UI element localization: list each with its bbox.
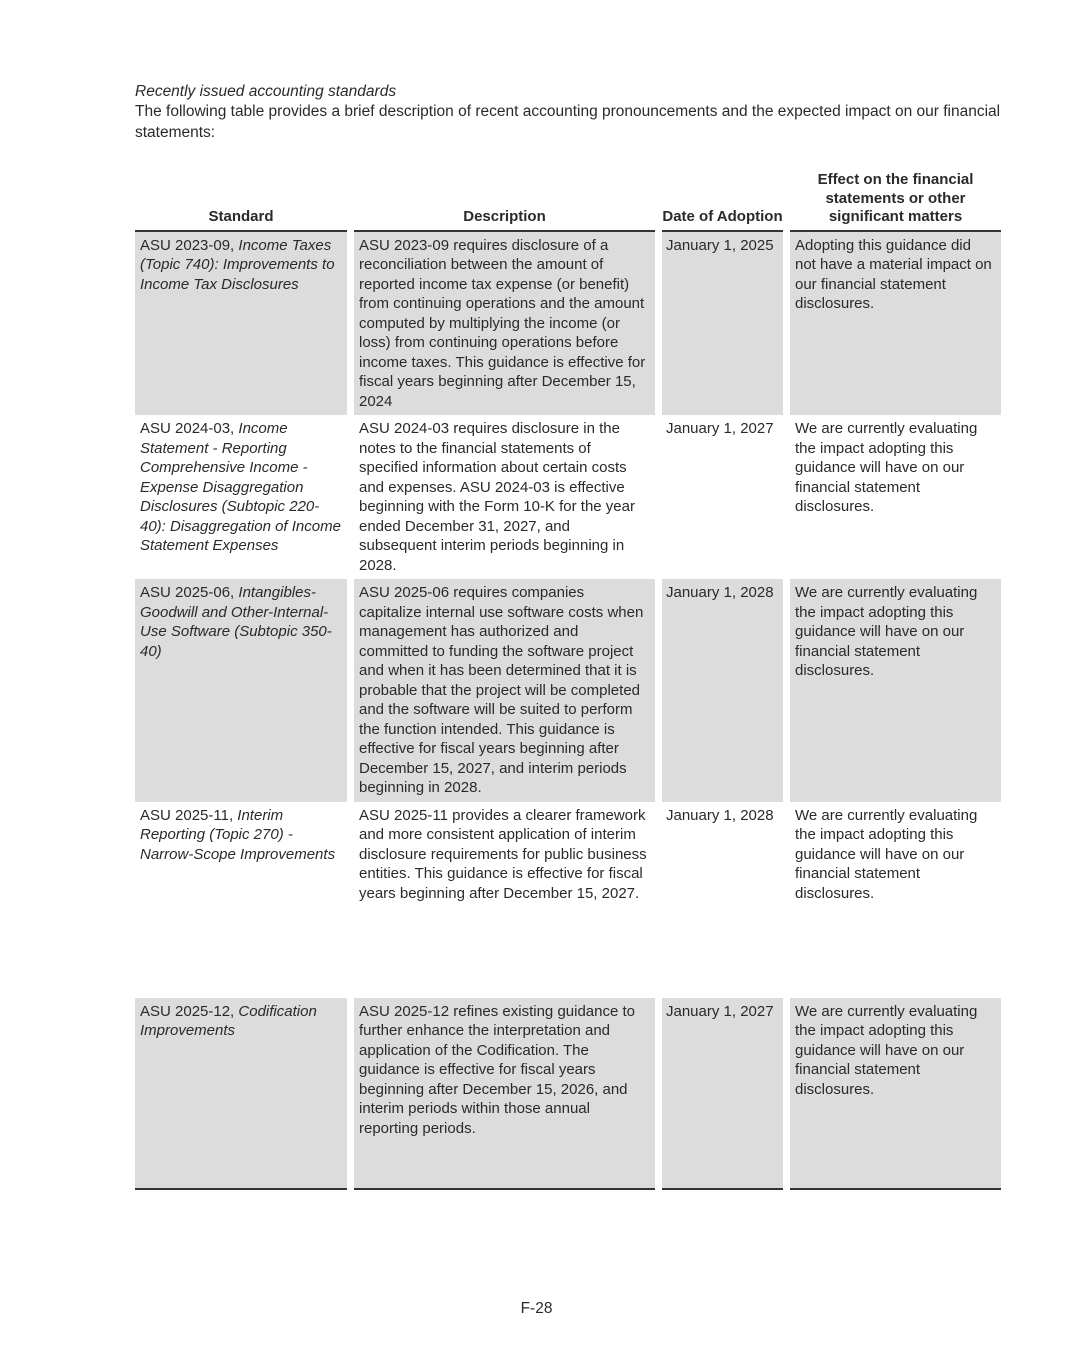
page-number: F-28 [520, 1300, 553, 1317]
standard-title: Income Taxes (Topic 740): Improvements to Income Tax Disclosures [140, 236, 335, 293]
standard-cell [135, 802, 347, 998]
description-cell: ASU 2025-11 provides a clearer framework and more consistent application of interim disclosure requirements for public business entities. This guidance is effective for fiscal years beginning after December 15, 2027. [359, 806, 647, 902]
standard-cell [135, 998, 347, 1190]
effect-cell: We are currently evaluating the impact adopting this guidance will have on our financial statement disclosures. [790, 998, 1001, 1190]
section-heading: Recently issued accounting standards [135, 83, 397, 100]
effect-cell: We are currently evaluating the impact adopting this guidance will have on our financial statement disclosures. [795, 806, 978, 902]
table-body [135, 232, 1001, 1190]
standard-cell [135, 579, 347, 802]
table-row [135, 998, 1001, 1190]
table-row [135, 415, 1001, 579]
standard-number: ASU 2023-09, [140, 236, 235, 254]
effect-cell: We are currently evaluating the impact adopting this guidance will have on our financial statement disclosures. [790, 579, 1001, 802]
description-cell: ASU 2023-09 requires disclosure of a reconciliation between the amount of reported income tax expense (or benefit) from continuing operations and the amount computed by multiplying the income (or loss) from continuing operations before income taxes. This guidance is effective for fiscal years beginning after December 15, 2024 [354, 232, 655, 416]
standard-cell [135, 232, 347, 416]
standard-number: ASU 2025-06, [140, 584, 235, 602]
adoption-date-cell: January 1, 2027 [666, 420, 774, 438]
standard-number: ASU 2024-03, [140, 420, 235, 438]
accounting-standards-table [135, 171, 1001, 1190]
page-content [135, 82, 1001, 1190]
table-row [135, 579, 1001, 802]
column-header-date-of-adoption: Date of Adoption [662, 208, 783, 232]
table-row [135, 232, 1001, 416]
standard-cell [135, 415, 347, 579]
description-cell: ASU 2025-06 requires companies capitalize internal use software costs when management has authorized and committed to funding the software project and when it has been determined that it is probable that the project will be completed and the software will be suited to perform the function intended. This guidance is effective for fiscal years beginning after December 15, 2027, and interim periods beginning in 2028. [354, 579, 655, 802]
intro-paragraph: The following table provides a brief description of recent accounting pronouncements and the expected impact on our financial statements: [135, 103, 1001, 141]
adoption-date-cell: January 1, 2028 [662, 579, 783, 802]
standard-title: Codification Improvements [140, 1002, 317, 1040]
table-row [135, 802, 1001, 998]
column-header-standard: Standard [135, 208, 347, 232]
effect-cell: We are currently evaluating the impact adopting this guidance will have on our financial statement disclosures. [795, 420, 978, 516]
standard-title: Income Statement - Reporting Comprehensive Income - Expense Disaggregation Disclosures (Subtopic 220-40): Disaggregation of Income Statement Expenses [140, 420, 341, 555]
effect-cell: Adopting this guidance did not have a material impact on our financial statement disclosures. [790, 232, 1001, 416]
column-header-effect: Effect on the financial statements or other significant matters [790, 171, 1001, 232]
adoption-date-cell: January 1, 2028 [666, 806, 774, 824]
description-cell: ASU 2024-03 requires disclosure in the notes to the financial statements of specified information about certain costs and expenses. ASU 2024-03 is effective beginning with the Form 10-K for the year ended December 31, 2027, and subsequent interim periods beginning in 2028. [359, 420, 635, 574]
column-header-description: Description [354, 208, 655, 232]
adoption-date-cell: January 1, 2027 [662, 998, 783, 1190]
adoption-date-cell: January 1, 2025 [662, 232, 783, 416]
standard-number: ASU 2025-11, [140, 806, 234, 824]
standard-title: Intangibles-Goodwill and Other-Internal-Use Software (Subtopic 350-40) [140, 584, 332, 660]
table-header-row [135, 171, 1001, 232]
standard-number: ASU 2025-12, [140, 1002, 235, 1020]
standard-title: Interim Reporting (Topic 270) - Narrow-Scope Improvements [140, 806, 336, 863]
description-cell: ASU 2025-12 refines existing guidance to further enhance the interpretation and application of the Codification. The guidance is effective for fiscal years beginning after December 15, 2026, and interim periods within those annual reporting periods. [354, 998, 655, 1190]
